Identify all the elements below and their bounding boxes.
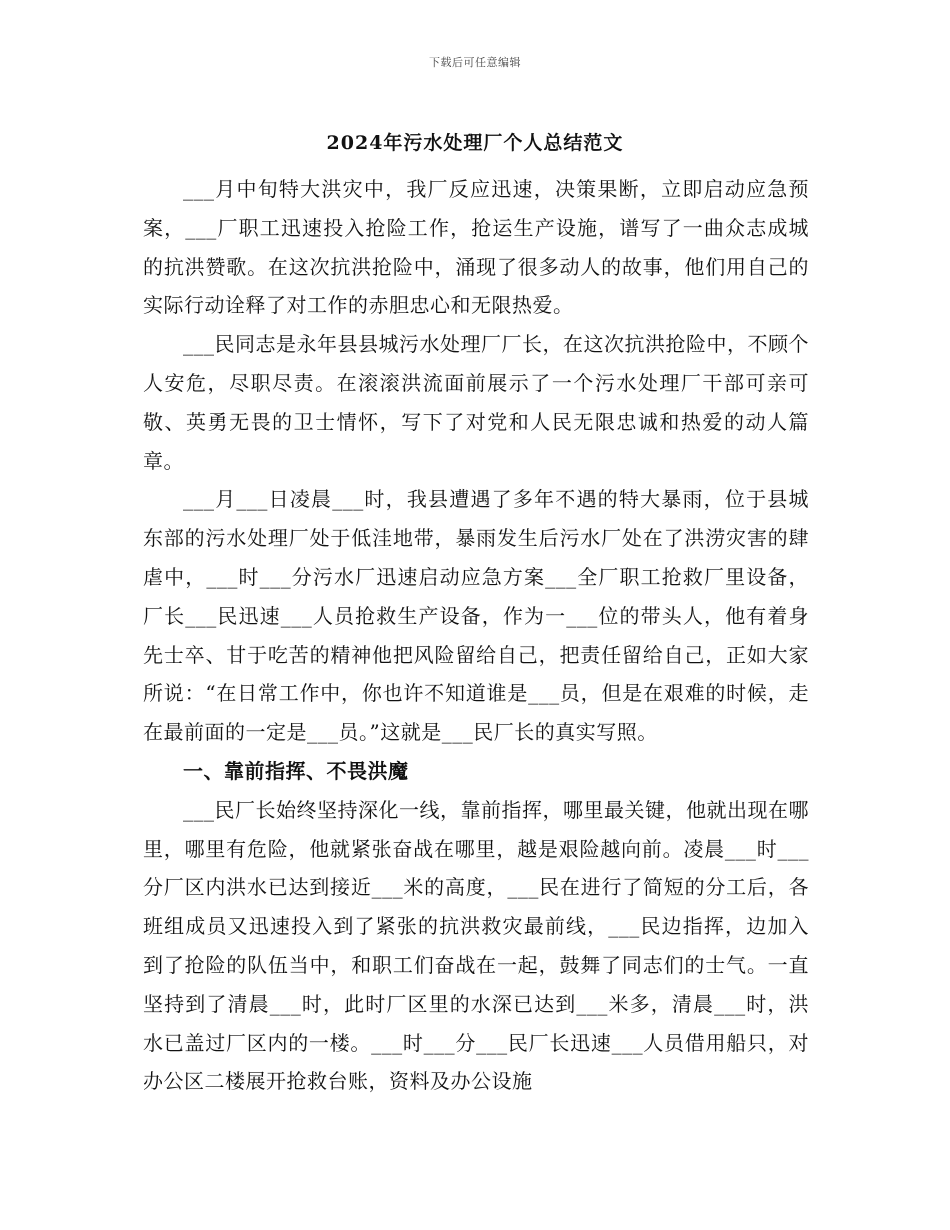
document-body: [143, 170, 809, 1101]
page-header-note: 下载后可任意编辑: [429, 56, 521, 69]
section-paragraph: ___民厂长始终坚持深化一线，靠前指挥，哪里最关键，他就出现在哪里，哪里有危险，他就紧张奋战在哪里，越是艰险越向前。凌晨___时___分厂区内洪水已达到接近___米的高度，___民在进行了简短的分工后，各班组成员又迅速投入到了紧张的抗洪救灾最前线，___民边指挥，边加入到了抢险的队伍当中，和职工们奋战在一起，鼓舞了同志们的士气。一直坚持到了清晨___时，此时厂区里的水深已达到___米多，清晨___时，洪水已盖过厂区内的一楼。___时___分___民厂长迅速___人员借用船只，对办公区二楼展开抢救台账，资料及办公设施: [143, 797, 809, 1094]
paragraph-1: ___月中旬特大洪灾中，我厂反应迅速，决策果断，立即启动应急预案，___厂职工迅速投入抢险工作，抢运生产设施，谱写了一曲众志成城的抗洪赞歌。在这次抗洪抢险中，涌现了很多动人的故事，他们用自己的实际行动诠释了对工作的赤胆忠心和无限热爱。: [143, 177, 809, 318]
paragraph-3: ___月___日凌晨___时，我县遭遇了多年不遇的特大暴雨，位于县城东部的污水处理厂处于低洼地带，暴雨发生后污水厂处在了洪涝灾害的肆虐中，___时___分污水厂迅速启动应急方案___全厂职工抢救厂里设备，厂长___民迅速___人员抢救生产设备，作为一___位的带头人，他有着身先士卒、甘于吃苦的精神他把风险留给自己，把责任留给自己，正如大家所说：“在日常工作中，你也许不知道谁是___员，但是在艰难的时候，走在最前面的一定是___员。”这就是___民厂长的真实写照。: [143, 487, 809, 745]
document-title: 2024年污水处理厂个人总结范文: [326, 132, 624, 154]
section-heading: 一、靠前指挥、不畏洪魔: [183, 758, 409, 783]
paragraph-2: ___民同志是永年县县城污水处理厂厂长，在这次抗洪抢险中，不顾个人安危，尽职尽责。在滚滚洪流面前展示了一个污水处理厂干部可亲可敬、英勇无畏的卫士情怀，写下了对党和人民无限忠诚和热爱的动人篇章。: [143, 332, 809, 473]
